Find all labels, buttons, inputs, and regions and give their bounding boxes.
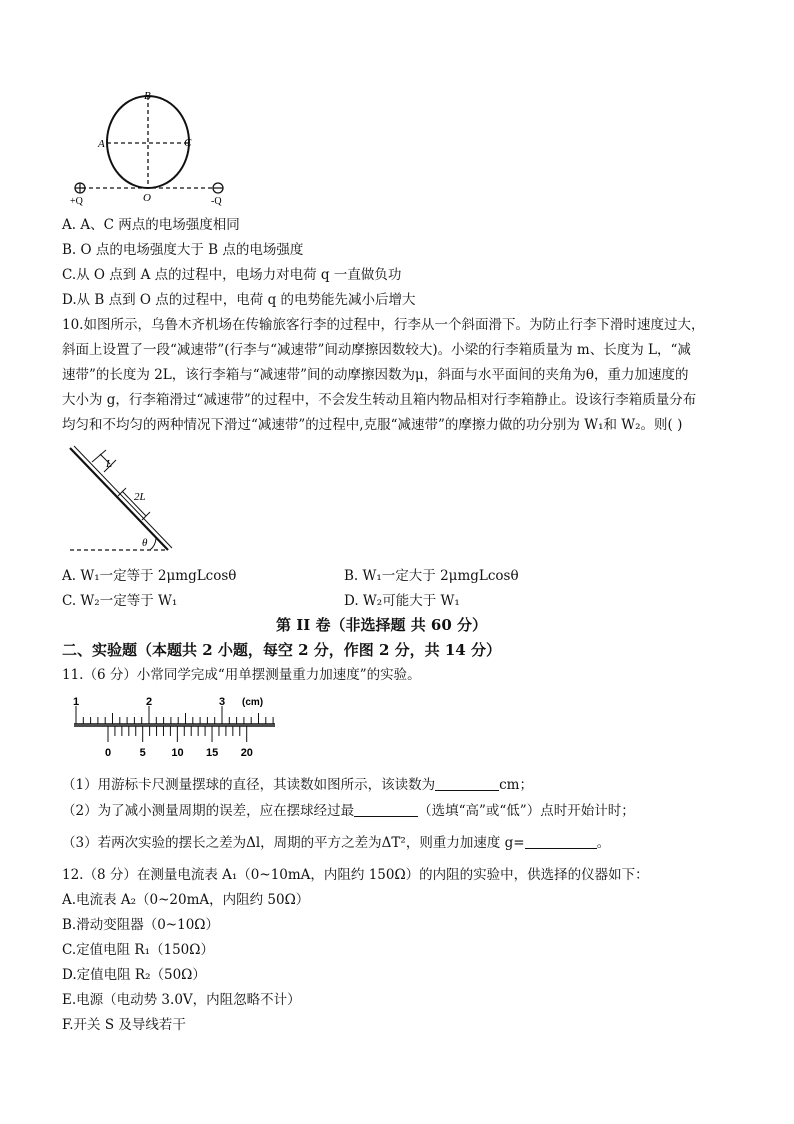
incline-surface <box>70 448 168 550</box>
label-L: L <box>106 458 113 470</box>
q9-option-b: B. O 点的电场强度大于 B 点的电场强度 <box>62 242 304 258</box>
q11-part-1-unit: cm； <box>499 777 533 793</box>
q10-line-5: 均匀和不均匀的两种情况下滑过“减速带”的过程中,克服“减速带”的摩擦力做的功分别为 W₁和 W₂。则( ) <box>62 417 683 433</box>
vernier-scale-label: 20 <box>240 747 253 759</box>
q12-item-f: F.开关 S 及导线若干 <box>62 1017 186 1033</box>
label-A: A <box>98 138 105 150</box>
label-B: B <box>144 90 151 102</box>
experiment-section-title: 二、实验题（本题共 2 小题，每空 2 分，作图 2 分，共 14 分） <box>62 641 501 659</box>
answer-blank-3[interactable] <box>525 834 597 849</box>
q11-part-2 <box>62 802 635 820</box>
answer-blank-2[interactable] <box>354 802 418 817</box>
q12-item-d: D.定值电阻 R₂（50Ω） <box>62 967 206 983</box>
q10-line-1: 10.如图所示，乌鲁木齐机场在传输旅客行李的过程中，行李从一个斜面滑下。为防止行李下滑时速度过大， <box>62 317 705 333</box>
q11-part-2-end: （选填“高”或“低”）点时开始计时； <box>418 803 635 819</box>
q11-intro: 11.（6 分）小常同学完成“用单摆测量重力加速度”的实验。 <box>62 667 421 683</box>
q12-item-a: A.电流表 A₂（0~20mA，内阻约 50Ω） <box>62 892 310 908</box>
q12-intro: 12.（8 分）在测量电流表 A₁（0~10mA，内阻约 150Ω）的内阻的实验中，供选择的仪器如下： <box>62 867 649 883</box>
label-O: O <box>143 192 151 204</box>
main-scale-label: 3 <box>219 696 226 708</box>
vernier-scale-label: 15 <box>206 747 219 759</box>
main-scale-label: 2 <box>146 696 153 708</box>
q10-line-4: 大小为 g，行李箱滑过“减速带”的过程中，不会发生转动且箱内物品相对行李箱静止。设该行李箱质量分布 <box>62 392 697 408</box>
q12-item-b: B.滑动变阻器（0~10Ω） <box>62 917 219 933</box>
q9-option-a: A. A、C 两点的电场强度相同 <box>62 217 240 233</box>
label-C: C <box>184 137 192 149</box>
q12-item-c: C.定值电阻 R₁（150Ω） <box>62 942 214 958</box>
q10-line-2: 斜面上设置了一段“减速带”(行李与“减速带”间动摩擦因数较大)。小梁的行李箱质量为 m、长度为 L，“减 <box>62 342 691 358</box>
label-2L: 2L <box>134 491 146 503</box>
q10-line-3: 速带”的长度为 2L，该行李箱与“减速带”间的动摩擦因数为μ，斜面与水平面间的夹角为θ，重力加速度的 <box>62 367 689 383</box>
q12-item-e: E.电源（电动势 3.0V，内阻忽略不计） <box>62 992 301 1008</box>
q10-option-c: C. W₂一定等于 W₁ <box>62 593 178 609</box>
q11-part-1-text: （1）用游标卡尺测量摆球的直径，其读数如图所示，该读数为 <box>62 777 436 793</box>
vernier-caliper-figure <box>70 696 285 761</box>
q9-option-d: D.从 B 点到 O 点的过程中，电荷 q 的电势能先减小后增大 <box>62 292 416 308</box>
electric-field-figure <box>62 88 242 208</box>
label-plus-Q: +Q <box>70 196 83 207</box>
vernier-scale-label: 10 <box>171 747 184 759</box>
label-theta: θ <box>142 537 148 549</box>
q10-option-d: D. W₂可能大于 W₁ <box>344 593 460 609</box>
q10-option-a: A. W₁一定等于 2μmgLcosθ <box>62 568 237 584</box>
main-scale-label: 1 <box>73 696 80 708</box>
vernier-scale-label: 5 <box>139 747 146 759</box>
vernier-scale-label: 0 <box>105 747 112 759</box>
q11-part-1 <box>62 776 533 794</box>
answer-blank-1[interactable] <box>435 776 499 791</box>
q11-part-3-text: （3）若两次实验的摆长之差为Δl，周期的平方之差为ΔT²，则重力加速度 g= <box>62 835 525 851</box>
section-2-title: 第 II 卷（非选择题 共 60 分） <box>276 616 488 634</box>
main-scale-unit: (cm) <box>242 697 264 708</box>
q9-option-c: C.从 O 点到 A 点的过程中，电场力对电荷 q 一直做负功 <box>62 267 402 283</box>
incline-figure <box>62 444 182 556</box>
label-minus-Q: -Q <box>211 196 222 207</box>
q10-option-b: B. W₁一定大于 2μmgLcosθ <box>344 568 519 584</box>
q11-part-2-text: （2）为了减小测量周期的误差，应在摆球经过最 <box>62 803 355 819</box>
q11-part-3-end: 。 <box>596 835 611 851</box>
q11-part-3 <box>62 834 610 852</box>
